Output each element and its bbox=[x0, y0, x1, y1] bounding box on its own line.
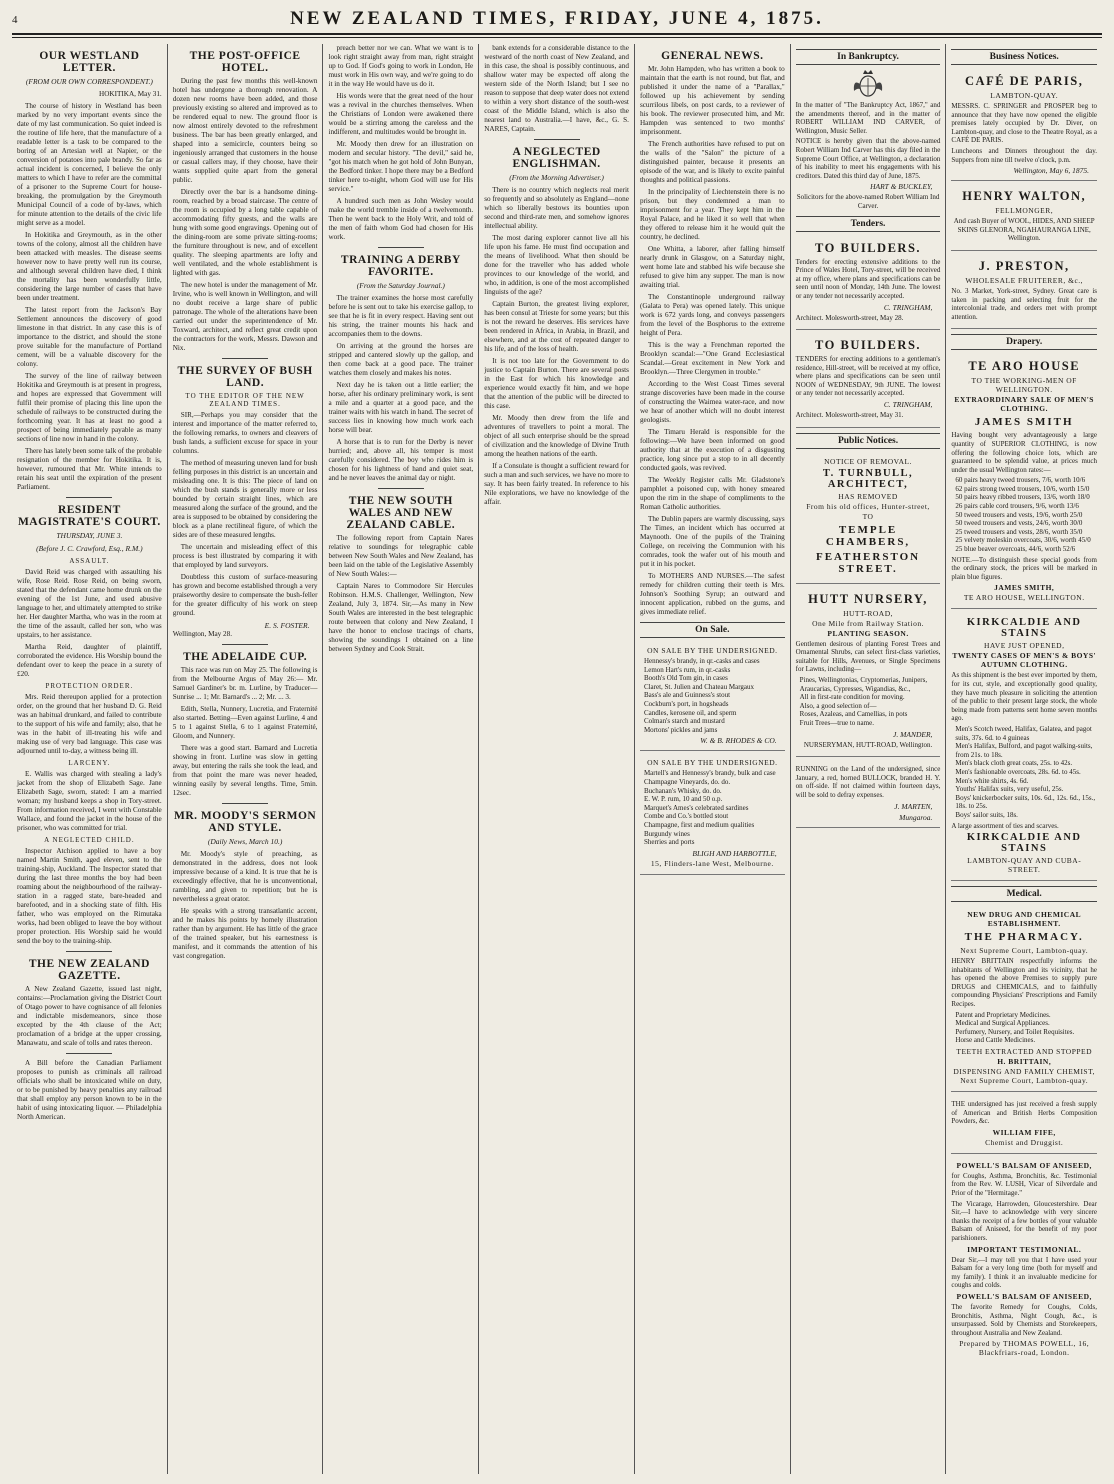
dateline: HOKITIKA, May 31. bbox=[99, 90, 162, 98]
bankruptcy-matter: In the matter of "The Bankruptcy Act, 1867," and the amendments thereof, and in the matter of ROBERT WILLIAM IND CARVER, of Wellington, Music Seller. bbox=[795, 101, 941, 135]
column-3 bbox=[323, 44, 479, 1474]
section-medical: Medical. bbox=[951, 886, 1097, 902]
article-paragraph: During the past few months this well-known hotel has undergone a thorough renovation. A dozen new rooms have been added, and those previously existing so altered and improved as to be rendered equal to new. The ground floor is now almost entirely devoted to the refreshment business. The bar has been greatly enlarged, and shaped into a semicircle, counters being so ingeniously arranged that customers in the house or casual callers may, if they choose, have their wants supplied quite apart from the general public. bbox=[172, 77, 318, 184]
ad-title: HENRY WALTON, bbox=[962, 189, 1087, 204]
ad-body: THE undersigned has just received a fresh supply of American and British Herbs Composition Powders, &c. bbox=[951, 1100, 1097, 1126]
ad-tender-1 bbox=[796, 236, 941, 331]
news-item: The Timaru Herald is responsible for the following:—We have been informed on good authority that at the execution of a disgusting practice, long since put a stop to in all decently conducted gaols, was revived. bbox=[639, 428, 785, 472]
ad-body: HENRY BRITTAIN respectfully informs the inhabitants of Wellington and its vicinity, that he has opened the above Premises to supply pure DRUGS and CHEMICALS, and to faithfully compounding Physicians' Prescriptions and Family Recipes. bbox=[951, 957, 1097, 1009]
byline: (FROM OUR OWN CORRESPONDENT.) bbox=[25, 77, 153, 86]
section-drapery: Drapery. bbox=[951, 334, 1097, 350]
article-paragraph: It is not too late for the Government to do justice to Captain Burton. There are several posts in the East for which his knowledge and experience would exactly fit him, and we hope that the attention of the public will be directed to this case. bbox=[484, 357, 629, 410]
ad-heading: PLANTING SEASON. bbox=[827, 628, 909, 638]
ad-heading: TWENTY CASES OF MEN'S & BOYS' AUTUMN CLOTHING. bbox=[952, 651, 1097, 670]
ad-stray-bullock bbox=[796, 760, 941, 827]
court-date: THURSDAY, JUNE 3. bbox=[56, 531, 123, 540]
headline-bush-land: THE SURVEY OF BUSH LAND. bbox=[177, 365, 313, 389]
ad-signature-detail: LAMBTON-QUAY AND CUBA-STREET. bbox=[967, 856, 1082, 875]
article-paragraph: A horse that is to run for the Derby is never hurried; and, above all, his temper is most carefully considered. The boy who rides him is chosen for his lightness of hand and quiet seat, and he never leaves the animal day or night. bbox=[328, 438, 474, 482]
article-source: (From the Saturday Journal.) bbox=[356, 281, 445, 290]
ad-signature: W. & B. RHODES & CO. bbox=[700, 736, 777, 746]
section-on-sale: On Sale. bbox=[640, 622, 785, 638]
divider bbox=[222, 644, 268, 645]
article-paragraph: His words were that the great need of the hour was a revival in the churches themselves. When the Christians of London were awakened there would be a stirring among the careless and the indifferent, and multitudes would be brought in. bbox=[328, 92, 474, 136]
ad-title: POWELL'S BALSAM OF ANISEED, bbox=[956, 1160, 1092, 1170]
clothing-item: Youths' Halifax suits, very useful, 25s. bbox=[955, 785, 1064, 794]
ad-kirkcaldie-stains bbox=[951, 612, 1097, 881]
ad-signature-detail: TE ARO HOUSE, WELLINGTON. bbox=[963, 593, 1085, 603]
ad-body: No. 3 Market, York-street, Sydney. Great care is taken in packing and selecting fruit for the intercolonial trade, and orders met with prompt attention. bbox=[951, 286, 1097, 321]
column-5 bbox=[635, 44, 791, 1474]
headline-adelaide-cup: THE ADELAIDE CUP. bbox=[183, 651, 308, 663]
ad-line: HAS REMOVED bbox=[838, 491, 898, 501]
article-paragraph: Edith, Stella, Nunnery, Lucretia, and Fraternité also started. Betting—Even against Lurline, 4 and 5 to 1 against Stella, 6 to 1 against Fraternité, Gloom, and Nunnery. bbox=[172, 705, 318, 740]
ad-signature: C. TRINGHAM, bbox=[883, 302, 933, 312]
letter-signature: E. S. FOSTER. bbox=[264, 621, 310, 630]
ad-body: The Vicarage, Harrowden, Gloucestershire. Dear Sir,—I have to acknowledge with very sincere thanks the receipt of a few bottles of your valuable Balsam of Aniseed, for the benefit of my poor parishioners. bbox=[951, 1199, 1097, 1242]
ad-title: KIRKCALDIE AND STAINS bbox=[966, 617, 1082, 640]
article-paragraph: The new hotel is under the management of Mr. Irvine, who is well known in Wellington, and will no doubt receive a large share of public patronage. The whole of the alterations have been carried out under the superintendence of Mr. Toxward, architect, and reflect great credit upon the contractors for the work, Messrs. Dawson and Nix. bbox=[172, 281, 318, 352]
price-item: 60 pairs heavy tweed trousers, 7/6, worth 10/6 bbox=[955, 476, 1086, 485]
clothing-item: Men's Halifax, Bulford, and pagot walking-suits, from 21s. to 18s. bbox=[955, 742, 1093, 759]
case-heading: A NEGLECTED CHILD. bbox=[44, 836, 135, 844]
article-paragraph: SIR,—Perhaps you may consider that the interest and importance of the matter referred to, the following remarks, to owners and cleavers of bush lands, a sufficient excuse for space in your columns. bbox=[172, 411, 318, 455]
divider bbox=[222, 803, 268, 804]
news-item: One Whitta, a laborer, after falling himself nearly drunk in Glasgow, on a Saturday night, went home late and stabbed his wife because she refused to give him any supper. The man is now awaiting trial. bbox=[639, 245, 785, 289]
news-item: The French authorities have refused to put on the walls of the "Salon" the picture of a distinguished painter, because it presents an episode of the war, and is likely to excite painful thoughts and political passions. bbox=[639, 140, 785, 184]
case-heading: PROTECTION ORDER. bbox=[45, 682, 134, 690]
news-item: The Weekly Register calls Mr. Gladstone's pamphlet a poisoned cup, with honey smeared upon the rim in the shape of compliments to the Roman Catholic authorities. bbox=[639, 476, 785, 511]
royal-crest-icon bbox=[848, 69, 888, 99]
goods-item: Mortons' pickles and jams bbox=[643, 725, 718, 734]
ad-te-aro-house bbox=[951, 354, 1097, 609]
ad-on-sale-rhodes bbox=[640, 642, 785, 751]
price-item: 25 velvety moleskin overcoats, 30/6, worth 45/0 bbox=[955, 536, 1091, 545]
headline-general-news: GENERAL NEWS. bbox=[661, 50, 764, 62]
bankruptcy-notice: NOTICE is hereby given that the above-named Robert William Ind Carver has this day filed in the Supreme Court Office, at Wellington, a declaration of his inability to meet his engagements with his creditors. Dated this third day of June, 1875. bbox=[795, 137, 941, 180]
section-tenders: Tenders. bbox=[796, 216, 941, 232]
pharmacy-item: Medical and Surgical Appliances. bbox=[955, 1019, 1050, 1028]
ad-body: The favorite Remedy for Coughs, Colds, Bronchitis, Asthma, Night Cough, &c., is unsurpassed. Sold by Chemists and Storekeepers, throughout Australia and New Zealand. bbox=[951, 1302, 1097, 1337]
ad-signature: BLIGH AND HARBOTTLE, bbox=[692, 848, 777, 858]
divider bbox=[66, 951, 112, 952]
clothing-item: Men's black cloth great coats, 25s. to 42s. bbox=[955, 759, 1073, 768]
goods-item: Hennessy's brandy, in qr.-casks and cases bbox=[643, 657, 760, 665]
ad-signature-detail: Chemist and Druggist. bbox=[985, 1137, 1064, 1147]
goods-item: E. W. P. rum, 10 and 50 o.p. bbox=[643, 795, 723, 804]
price-item: 62 pairs strong tweed trousers, 10/6, worth 15/0 bbox=[955, 484, 1090, 493]
ad-powells-balsam bbox=[951, 1157, 1097, 1364]
article-paragraph: Captain Burton, the greatest living explorer, has been consul at Trieste for some years; but this is not the reward he deserves. His services have been rendered in Africa, in Arabia, in Brazil, and elsewhere, and at the cost of repeated danger to his life, and of the loss of health. bbox=[484, 300, 629, 353]
article-paragraph: Doubtless this custom of surface-measuring has grown and become established through a very praiseworthy desire to compensate the bush-feller for the greater difficulty of his work on steep ground. bbox=[172, 573, 318, 617]
court-magistrate: (Before J. C. Crawford, Esq., R.M.) bbox=[36, 544, 143, 553]
ad-body: Tenders for erecting extensive additions to the Prince of Wales Hotel, Tory-street, will be received at my office, where plans and specifications can be seen until noon of Monday, 14th June. The lowest or any tender not necessarily accepted. bbox=[795, 257, 941, 300]
clothing-item: Boys' sailor suits, 18s. bbox=[955, 810, 1018, 819]
letter-place-date: Wellington, May 28. bbox=[172, 630, 233, 638]
ad-address: 15, Flinders-lane West, Melbourne. bbox=[650, 858, 774, 868]
article-paragraph: There was a good start. Barnard and Lucretia showing in front. Lurline was slow in getting away, but entering the rails she took the lead, and from that point the mare was never headed, winning easily by several lengths. Time, 5min. 12sec. bbox=[172, 744, 318, 797]
ad-signature-detail: Architect. Molesworth-street, May 28. bbox=[795, 313, 904, 322]
ad-place: TEMPLE CHAMBERS, bbox=[825, 523, 911, 548]
article-paragraph: David Reid was charged with assaulting his wife, Rose Reid. Rose Reid, on being sworn, stated that the defendant came home drunk on the evening of the 1st June, and used abusive language to her, and ultimately attempted to strike her. Her daughter Martha, who was in the room at the time of the assault, called her son, who was upstairs, to her assistance. bbox=[17, 568, 162, 639]
goods-item: Burgundy wines bbox=[643, 829, 690, 838]
headline-magistrates-court: RESIDENT MAGISTRATE'S COURT. bbox=[17, 504, 161, 528]
article-paragraph: He speaks with a strong transatlantic accent, and he makes his points by homely illustration rather than by argument. He has little of the grace of the trained speaker, but his earnestness is manifest, and it commands the attention of his vast congregation. bbox=[172, 907, 318, 960]
ad-fife bbox=[951, 1095, 1097, 1154]
ad-body: Having bought very advantageously a large quantity of SUPERIOR CLOTHING, is now offering the following choice lots, which are guaranteed to be splendid value, at prices much under the usual Wellington rates:— bbox=[951, 431, 1097, 474]
article-paragraph: E. Wallis was charged with stealing a lady's jacket from the shop of Elizabeth Sage. Jane Elizabeth Sage, sworn, stated: I am a married woman; my husband keeps a shop in Tory-street. From information received, I went with Constable Wallace, and found the jacket in the house of the prisoner, who was committed for trial. bbox=[17, 770, 162, 832]
plant-item: All in first-rate condition for moving. bbox=[799, 693, 905, 702]
article-paragraph: The survey of the line of railway between Hokitika and Greymouth is at present in progress, and hopes are expressed that Government will fulfil their promise of placing this line upon the schedule of railways to be constructed during the forthcoming year. It has at least no good a prospect of being immediately payable as many sections of line now in hand in the colony. bbox=[17, 372, 162, 443]
ad-signature: HART & BUCKLEY, bbox=[870, 182, 933, 192]
goods-item: Candles, kerosene oil, and sperm bbox=[643, 708, 737, 717]
ad-signature-detail: Solicitors for the above-named Robert William Ind Carver. bbox=[796, 193, 940, 210]
goods-item: Combe and Co.'s bottled stout bbox=[643, 812, 729, 821]
article-paragraph: A hundred such men as John Wesley would make the world tremble inside of a twelvemonth. Then he went back to the Holy Writ, and told of the men of faith whom God had chosen for His work. bbox=[328, 197, 474, 241]
divider bbox=[534, 139, 580, 140]
ad-body: As this shipment is the best ever imported by them, for its cut, style, and exceptionally good quality, they have much pleasure in soliciting the attention of the public to their present large stock, the whole being made from patterns sent home seven months ago. bbox=[951, 671, 1097, 723]
news-item: To MOTHERS AND NURSES.—The safest remedy for children cutting their teeth is Mrs. Johnson's Soothing Syrup; an outward and innocent application, rubbed on the gums, and gives immediate relief. bbox=[639, 572, 785, 616]
ad-line: HUTT-ROAD, bbox=[843, 608, 893, 618]
masthead-rule bbox=[12, 33, 1102, 38]
masthead bbox=[12, 8, 1102, 30]
column-7 bbox=[946, 44, 1102, 1474]
divider bbox=[66, 1053, 112, 1054]
ad-cafe-de-paris bbox=[951, 69, 1097, 181]
ad-body: MESSRS. C. SPRINGER and PROSPER beg to announce that they have now opened the eligible premises lately occupied by Dr. Diver, on Lambton-quay, and close to the Theatre Royal, as a CAFÉ DE PARIS. bbox=[951, 102, 1097, 145]
article-paragraph: Inspector Atchison applied to have a boy named Martin Smith, aged eleven, sent to the training-ship, Auckland. The Inspector stated that during the last three months the boy had been roaming about the neighbourhood of the railway-station in a ragged state, bare-headed and barefooted, and in a shocking state of filth. His father, who was employed on the Rimutaka works, had been obliged to leave the boy without proper protection. His Worship said he would send the boy to the training-ship. bbox=[17, 847, 162, 945]
section-bankruptcy: In Bankruptcy. bbox=[796, 49, 941, 65]
headline-moody-sermon: MR. MOODY'S SERMON AND STYLE. bbox=[173, 810, 317, 834]
goods-item: Lemon Hart's rum, in qr.-casks bbox=[643, 665, 731, 674]
ad-signature-detail: Mungaroa. bbox=[899, 812, 933, 822]
price-item: 25 blue beaver overcoats, 44/6, worth 52/6 bbox=[955, 545, 1076, 554]
ad-on-sale-bligh bbox=[640, 754, 785, 874]
article-paragraph: There is no country which neglects real merit so frequently and so absolutely as England—none which so liberally bestows its bounties upon second and third-rate men, and somehow ignores intellectual ability. bbox=[484, 186, 629, 230]
article-paragraph: Mr. Moody then drew for an illustration on modern and secular history. "The devil," said he, "got his match when he got hold of John Bunyan, the Bedford tinker. I hope there may be a Bedford tinker here to-night, whom God will use for His service." bbox=[328, 140, 474, 193]
ad-heading: IMPORTANT TESTIMONIAL. bbox=[967, 1244, 1082, 1254]
price-item: 25 tweed trousers and vests, 28/6, worth 35/0 bbox=[955, 527, 1083, 536]
news-item: This is the way a Frenchman reported the Brooklyn scandal:—"One Grand Ecclesiastical Scandal.—Great excitement in New York and Brooklyn.—Three Clergymen in trouble." bbox=[639, 341, 785, 376]
ad-signature: KIRKCALDIE AND STAINS bbox=[966, 832, 1082, 855]
section-public-notices: Public Notices. bbox=[796, 433, 941, 449]
ad-hutt-nursery bbox=[796, 587, 941, 758]
ad-line: From his old offices, Hunter-street, bbox=[806, 501, 930, 511]
ad-body: Luncheons and Dinners throughout the day. Suppers from nine till twelve o'clock, p.m. bbox=[951, 146, 1097, 164]
ad-signature: WILLIAM FIFE, bbox=[992, 1127, 1056, 1137]
article-paragraph: There has lately been some talk of the probable resignation of the member for Hokitika. It is, however, rumoured that Mr. White intends to retain his seat until the expiration of the present Parliament. bbox=[17, 447, 162, 491]
divider bbox=[378, 247, 424, 248]
plant-item: Also, a good selection of— bbox=[799, 701, 877, 710]
ad-title: NOTICE OF REMOVAL. bbox=[824, 456, 912, 466]
section-business-notices: Business Notices. bbox=[951, 49, 1097, 65]
article-paragraph: The most daring explorer cannot live all his life upon his fame. He must find occupation and the means of livelihood. What then should be done for the traveller who has added whole provinces to our knowledge of the world, and who, in addition, is one of the most accomplished linguists of the age? bbox=[484, 234, 629, 296]
goods-list bbox=[644, 657, 785, 734]
plant-list bbox=[800, 676, 941, 728]
clothing-item: Men's white shirts, 4s. 6d. bbox=[955, 776, 1029, 785]
news-item: The Dublin papers are warmly discussing, says The Times, an incident which has occurred at Maynooth. One of the pupils of the Training College, on receiving the Communion with his comrades, took the wafer out of his mouth and put it in his pocket. bbox=[639, 515, 785, 568]
ad-body: for Coughs, Asthma, Bronchitis, &c. Testimonial from the Rev. W. LUSH, Vicar of Silverdale and Prior of the "Hermitage." bbox=[951, 1171, 1097, 1197]
ad-name: T. TURNBULL, ARCHITECT, bbox=[822, 467, 914, 490]
ad-signature: H. BRITTAIN, bbox=[997, 1057, 1052, 1067]
headline-post-office-hotel: THE POST-OFFICE HOTEL. bbox=[189, 50, 301, 74]
ad-title: ON SALE BY THE UNDERSIGNED. bbox=[647, 758, 778, 768]
article-paragraph: On arriving at the ground the horses are stripped and cantered slowly up the gallop, and then come back at a good pace. The trainer watches them closely and makes his notes. bbox=[328, 342, 474, 377]
news-item: In the principality of Liechtenstein there is no prison, but they condemned a man to imprisonment for a year. They kept him in the Royal Palace, and he liked it so well that when they offered to release him it he would quit the country, he declined. bbox=[639, 188, 785, 241]
ad-heading: TEETH EXTRACTED AND STOPPED bbox=[956, 1047, 1093, 1057]
ad-henry-walton bbox=[951, 184, 1097, 251]
ad-pharmacy bbox=[951, 906, 1097, 1092]
column-2 bbox=[168, 44, 324, 1474]
news-item: According to the West Coast Times several strange discoveries have been made in the course of constructing the Waimea water-race, and now we hear of another which will no doubt interest geologists. bbox=[639, 380, 785, 424]
headline-gazette: THE NEW ZEALAND GAZETTE. bbox=[28, 958, 150, 982]
goods-item: Cockburn's port, in hogsheads bbox=[643, 699, 729, 708]
headline-derby-favorite: TRAINING A DERBY FAVORITE. bbox=[340, 254, 461, 278]
pharmacy-item: Perfumery, Nursery, and Toilet Requisites. bbox=[955, 1027, 1075, 1036]
ad-title: ON SALE BY THE UNDERSIGNED. bbox=[647, 646, 778, 655]
article-paragraph: Mrs. Reid thereupon applied for a protection order, on the ground that her husband D. G. Reid was an habitual drunkard, and failed to contribute to the support of his wife and family; also, that he was in the habit of ill-treating his wife and making use of very bad language. This case was adjourned until to-day, a witness being ill. bbox=[17, 693, 162, 755]
plant-item: Roses, Azaleas, and Camellias, in pots bbox=[799, 710, 908, 719]
ad-title: HUTT NURSERY, bbox=[808, 591, 928, 606]
article-paragraph: The uncertain and misleading effect of this process is best illustrated by comparing it with that employed by land surveyors. bbox=[172, 543, 318, 569]
ad-line: WHOLESALE FRUITERER, &c., bbox=[965, 275, 1084, 285]
column-1 bbox=[12, 44, 168, 1474]
ad-body: And cash Buyer of WOOL, HIDES, AND SHEEP SKINS GLENORA, NGAHAURANGA LINE, Wellington. bbox=[953, 217, 1095, 243]
column-6 bbox=[791, 44, 947, 1474]
divider bbox=[222, 358, 268, 359]
article-paragraph: In Hokitika and Greymouth, as in the other towns of the colony, almost all the children have been attacked with measles. The disease seems however now to have pretty well run its course, and although several children have died, I think the mortality has been wonderfully little, considering the large number of cases that have been under treatment. bbox=[17, 231, 162, 302]
divider bbox=[378, 488, 424, 489]
ad-body: RUNNING on the Land of the undersigned, since January, a red, horned BULLOCK, branded H. Y. on off-side. If not claimed within fourteen days, will be sold to defray expenses. bbox=[795, 765, 941, 799]
price-item: 50 tweed trousers and vests, 19/6, worth 25/0 bbox=[955, 510, 1083, 519]
ad-title: J. PRESTON, bbox=[978, 258, 1070, 273]
case-heading: ASSAULT. bbox=[69, 557, 110, 565]
ad-removal bbox=[796, 453, 941, 584]
ad-body: Dear Sir,—I may tell you that I have used your Balsam for a very long time (both for myself and my family). I think it an invaluable medicine for coughs and colds. bbox=[951, 1255, 1097, 1290]
news-item: The Constantinople underground railway (Galata to Pera) was opened lately. This unique work is 672 yards long, and conveys passengers from the level of the Bosphorus to the extreme height of Pera. bbox=[639, 293, 785, 337]
ad-street: FEATHERSTON STREET. bbox=[815, 550, 921, 575]
letter-to-editor-label: TO THE EDITOR OF THE NEW ZEALAND TIMES. bbox=[185, 392, 305, 408]
ad-line: LAMBTON-QUAY. bbox=[990, 91, 1059, 100]
ad-signature-detail: DISPENSING AND FAMILY CHEMIST, Next Supreme Court, Lambton-quay. bbox=[953, 1067, 1096, 1086]
news-item: Mr. John Hampden, who has written a book to maintain that the earth is not round, but flat, and published it under the name of a "Parallax," followed up his achievement by sending scurrilous libels, on post cards, to a reviewer of his book. The reviewer prosecuted him, and Mr. Hampden was sentenced to two months' imprisonment. bbox=[639, 65, 785, 136]
ad-line: HAVE JUST OPENED, bbox=[983, 641, 1065, 651]
article-paragraph: bank extends for a considerable distance to the westward of the north coast of New Zealand, and in this case, the shoal is possibly continuous, and shallow water may be expected off along the western side of the North Island; but I see no reason to suppose that deep water does not extend to within a very short distance of the south-west coast of the Middle Island, which is also the nearest land to Australia.—I have, &c., G. S. NARES, Captain. bbox=[484, 44, 629, 133]
clothing-item: Boys' knickerbocker suits, 10s. 6d., 12s. 6d., 15s., 18s. to 25s. bbox=[955, 793, 1096, 811]
ad-title: TO BUILDERS. bbox=[815, 338, 922, 353]
goods-item: Colman's starch and mustard bbox=[643, 717, 725, 726]
goods-item: Champagne, first and medium qualities bbox=[643, 820, 755, 829]
article-paragraph: This race was run on May 25. The following is from the Melbourne Argus of May 26:— Mr. Samuel Gardiner's br. m. Lurline, by Traducer—Sunrise ... 1; Mr. Barnard's ... 2; Mr. ... 3. bbox=[172, 666, 318, 701]
pharmacy-item: Horse and Cattle Medicines. bbox=[955, 1036, 1036, 1045]
ad-line: TO THE WORKING-MEN OF WELLINGTON. bbox=[971, 376, 1077, 395]
ad-title: TE ARO HOUSE bbox=[968, 359, 1081, 374]
clothing-item: Men's fashionable overcoats, 28s. 6d. to 45s. bbox=[955, 767, 1081, 776]
price-item: 50 tweed trousers and vests, 24/6, worth 30/0 bbox=[955, 519, 1083, 528]
ad-signature: Prepared by THOMAS POWELL, 16, Blackfriars-road, London. bbox=[959, 1339, 1090, 1358]
article-paragraph: Directly over the bar is a handsome dining-room, reached by a broad staircase. The centre of the room is occupied by a long table capable of accommodating fifty guests, and the walls are hung with some good engravings. Opening out of the dining-room are some private sitting-rooms; the furniture throughout is new, and of excellent quality. The sleeping apartments are lofty and well ventilated, and the whole establishment is lighted with gas. bbox=[172, 188, 318, 277]
ad-body: Gentlemen desirous of planting Forest Trees and Ornamental Shrubs, can select first-class varieties, suitable for Hills, Avenues, or Single Specimens for Lawns, including— bbox=[795, 639, 941, 674]
ad-line: One Mile from Railway Station. bbox=[812, 618, 924, 628]
ad-signature: Wellington, May 6, 1875. bbox=[1013, 166, 1089, 176]
goods-item: Marquet's Ames's celebrated sardines bbox=[643, 803, 749, 812]
headline-neglected-englishman: A NEGLECTED ENGLISHMAN. bbox=[512, 146, 601, 170]
article-paragraph: If a Consulate is thought a sufficient reward for such a man and such services, we have no more to say. It has been fairly treated. In reference to his Nile explorations, we have no knowledge of the affair. bbox=[484, 462, 629, 506]
headline-westland-letter: OUR WESTLAND LETTER. bbox=[39, 50, 140, 74]
ad-preston bbox=[951, 254, 1097, 329]
ad-note: A large assortment of ties and scarves. bbox=[951, 821, 1059, 830]
ad-tender-2 bbox=[796, 333, 941, 428]
article-paragraph: Mr. Moody's style of preaching, as demonstrated in the address, does not look impressive because of a kind. It is true that he is exceedingly effective, that he is unconventional, rambling, and given to repetition; but he is nevertheless a great orator. bbox=[172, 850, 318, 903]
plant-item: Fruit Trees—true to name. bbox=[799, 719, 874, 727]
article-source: (From the Morning Advertiser.) bbox=[509, 173, 604, 182]
goods-item: Bass's ale and Guinness's stout bbox=[643, 691, 731, 700]
ad-body: TENDERS for erecting additions to a gentleman's residence, Hill-street, will be received at my office, where plans and specifications can be seen until NOON of WEDNESDAY, 9th JUNE. The lowest or any tender not necessarily accepted. bbox=[795, 355, 941, 398]
newspaper-title: NEW ZEALAND TIMES, FRIDAY, JUNE 4, 1875. bbox=[290, 8, 824, 29]
ad-name: THE PHARMACY. bbox=[964, 931, 1084, 944]
article-paragraph: The method of measuring uneven land for bush felling purposes in this district is an uncertain and misleading one. It is this: The piece of land on which the bush stands is generally more or less bounded by certain straight lines, which are measured along the surface of the ground, and the area is supposed to be obtained by considering the block as a plane rectilineal figure, of which the sides are of these measured lengths. bbox=[172, 459, 318, 539]
article-paragraph: The following report from Captain Nares relative to soundings for telegraphic cable between New South Wales and New Zealand, has been laid on the table of the Legislative Assembly of New South Wales:— bbox=[328, 534, 474, 578]
article-source: (Daily News, March 10.) bbox=[207, 837, 283, 846]
article-paragraph: A Bill before the Canadian Parliament proposes to punish as criminals all railroad officials who shall be intoxicated while on duty, or to be punished by heavy penalties any railroad that shall employ any person known to be in the habit of using intoxicating liquor. — Philadelphia North American. bbox=[17, 1059, 162, 1121]
columns bbox=[12, 44, 1102, 1474]
article-paragraph: A New Zealand Gazette, issued last night, contains:—Proclamation giving the District Court of Otago power to have cognisance of all felonies and indictable misdemeanors, since those excepted by the 4th clause of the Act; proclamation of a bridge at the upper crossing, Manawatu, and scale of tolls and rates thereon. bbox=[17, 985, 162, 1047]
case-heading: LARCENY. bbox=[68, 759, 111, 767]
ad-note: NOTE.—To distinguish these special goods from the ordinary stock, the prices will be marked in plain blue figures. bbox=[951, 555, 1097, 581]
goods-list bbox=[644, 769, 785, 846]
article-paragraph: The trainer examines the horse most carefully before he is sent out to take his exercise gallop, to see that he is fit in every respect. Having sent out his string, the trainer mounts his hack and accompanies them to the downs. bbox=[328, 294, 474, 338]
ad-line: TO bbox=[862, 511, 874, 521]
ad-signature: C. TRINGHAM, bbox=[883, 400, 933, 410]
price-item: 26 pairs cable cord trousers, 9/6, worth 13/6 bbox=[955, 502, 1079, 511]
goods-item: Champagne Vineyards, do. do. bbox=[643, 777, 731, 786]
ad-signature: J. MARTEN, bbox=[894, 801, 933, 811]
article-paragraph: Captain Nares to Commodore Sir Hercules Robinson. H.M.S. Challenger, Wellington, New Zealand, July 3, 1874. Sir,—As many in New South Wales are interested in the best telegraphic route between that colony and New Zealand, I have the honor to enclose tracings of charts, showing the soundings I obtained on a line between Sydney and Cook Strait. bbox=[328, 582, 474, 653]
article-paragraph: Next day he is taken out a little earlier; the horse, after his ordinary preliminary work, is sent a mile and a quarter at a good pace, and the trainer waits with his watch in hand. The secret of success lies in knowing how much work each horse will bear. bbox=[328, 381, 474, 434]
ad-heading: EXTRAORDINARY SALE OF MEN'S CLOTHING. bbox=[954, 395, 1094, 414]
ad-signature: J. MANDER, bbox=[893, 729, 933, 739]
ad-title: CAFÉ DE PARIS, bbox=[965, 74, 1084, 88]
ad-signature-detail: NURSERYMAN, HUTT-ROAD, Wellington. bbox=[803, 740, 933, 749]
goods-item: Buchanan's Whisky, do. do. bbox=[643, 786, 722, 795]
goods-item: Claret, St. Julien and Chateau Margaux bbox=[643, 682, 755, 691]
goods-item: Martell's and Hennessy's brandy, bulk and case bbox=[643, 769, 776, 778]
pharmacy-item: Patent and Proprietary Medicines. bbox=[955, 1010, 1051, 1019]
ad-line: FELLMONGER, bbox=[995, 206, 1054, 216]
goods-item: Sherries and ports bbox=[643, 838, 695, 847]
ad-line: Next Supreme Court, Lambton-quay. bbox=[960, 946, 1089, 956]
price-list bbox=[955, 476, 1097, 553]
plant-item: Pines, Wellingtonias, Cryptomerias, Junipers, Araucarias, Cypresses, Wigandias, &c., bbox=[799, 676, 928, 693]
price-item: 50 pairs heavy ribbed trousers, 13/6, worth 18/0 bbox=[955, 493, 1090, 502]
ad-name: JAMES SMITH bbox=[974, 416, 1074, 429]
ad-title: TO BUILDERS. bbox=[815, 240, 922, 255]
headline-cable: THE NEW SOUTH WALES AND NEW ZEALAND CABLE. bbox=[346, 495, 456, 531]
pharmacy-list bbox=[955, 1011, 1097, 1045]
article-paragraph: The latest report from the Jackson's Bay Settlement announces the discovery of good limestone in that district. In any case this is of importance to the district, and should the stone prove suitable for the manufacture of Portland cement, will be a valuable discovery for the colony. bbox=[17, 306, 162, 368]
ad-signature: JAMES SMITH, bbox=[994, 583, 1055, 593]
divider bbox=[66, 497, 112, 498]
article-paragraph: Mr. Moody then drew from the life and adventures of travellers to point a moral. The object of all such enterprise should be the spread of civilization and the knowledge of Divine Truth among the heathen nations of the earth. bbox=[484, 414, 629, 458]
ad-heading: POWELL'S BALSAM OF ANISEED, bbox=[956, 1291, 1092, 1301]
article-paragraph: The course of history in Westland has been marked by no very important events since the date of my last communication. So quiet indeed is the routine of life here, that the manufacture of a readable letter is a task to be compared to the boring of an Artesian well at Napier, or the conversion of potatoes into pale brandy. So far as actual incident is concerned, I believe the only matters to which I have to refer are the committal of a prisoner to the Supreme Court for house-breaking, the promulgation by the Greymouth Municipal Council of a code of by-laws, which for minute attention to the details of the civic life might serve as a model. bbox=[17, 102, 162, 227]
column-4 bbox=[479, 44, 635, 1474]
page-number: 4 bbox=[12, 14, 18, 26]
article-paragraph: preach better nor we can. What we want is to look right straight away from man, right straight up to God. If God's going to work in London, He must work in His own way, and we're going to do it in the way He would have us do it. bbox=[328, 44, 474, 88]
article-paragraph: Martha Reid, daughter of plaintiff, corroborated the evidence. His Worship bound the defendant over to keep the peace in a surety of £20. bbox=[17, 643, 162, 678]
ad-title: NEW DRUG AND CHEMICAL ESTABLISHMENT. bbox=[967, 910, 1082, 929]
ad-signature-detail: Architect. Molesworth-street, May 31. bbox=[795, 411, 904, 420]
clothing-list bbox=[955, 725, 1097, 820]
clothing-item: Men's Scotch tweed, Halifax, Galatea, and pagot suits, 37s. 6d. to 4 guineas bbox=[955, 724, 1092, 742]
goods-item: Booth's Old Tom gin, in cases bbox=[643, 674, 728, 683]
